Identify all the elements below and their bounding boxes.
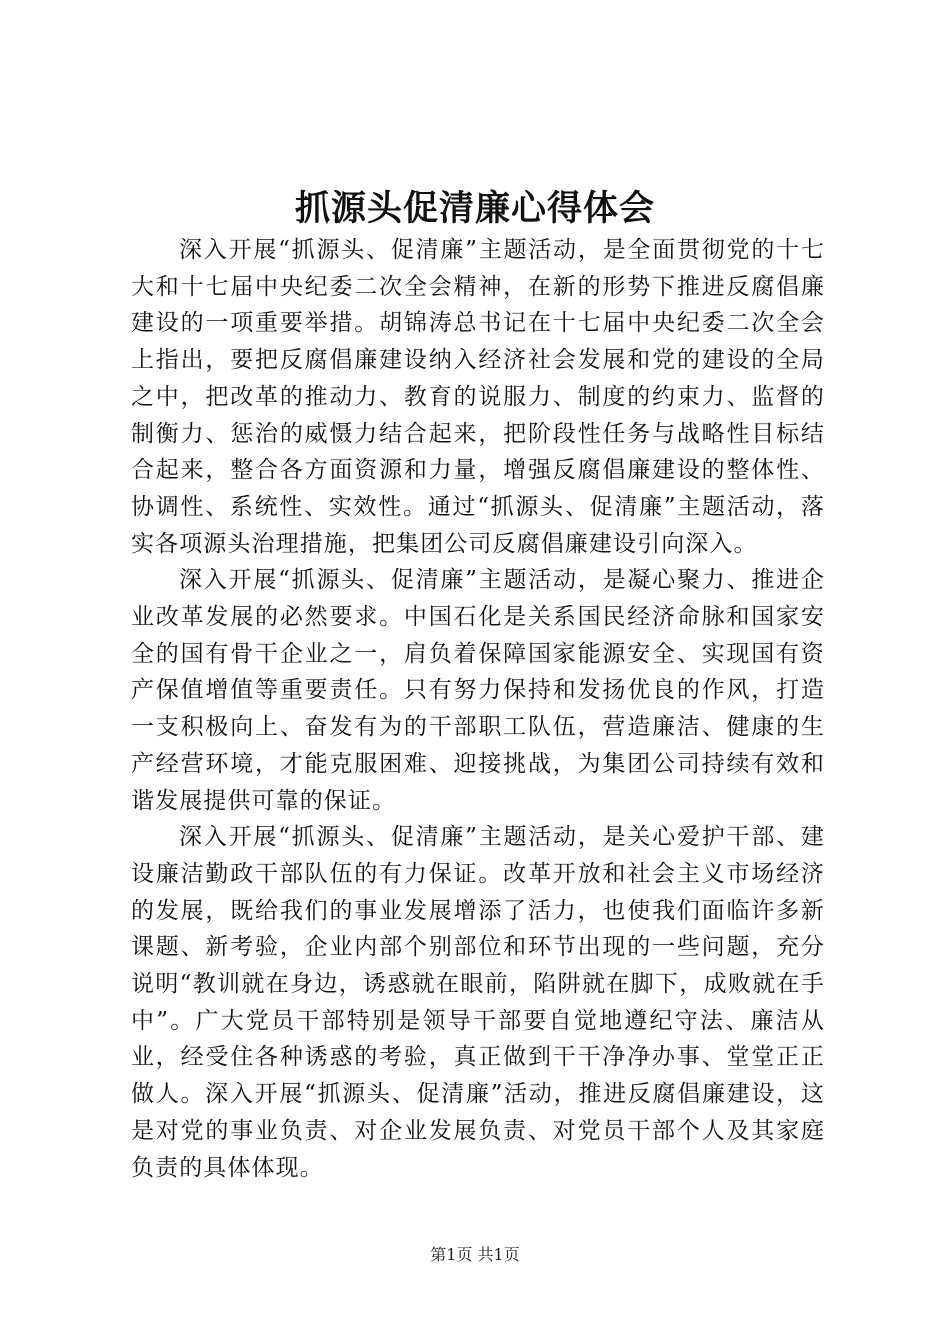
paragraph-2: 深入开展“抓源头、促清廉”主题活动，是凝心聚力、推进企业改革发展的必然要求。中国石化是关系国民经济命脉和国家安全的国有骨干企业之一，肩负着保障国家能源安全、实现国有资产保值增值等重要责任。只有努力保持和发扬优良的作风，打造一支积极向上、奋发有为的干部职工队伍，营造廉洁、健康的生产经营环境，才能克服困难、迎接挑战，为集团公司持续有效和谐发展提供可靠的保证。 <box>131 567 825 814</box>
paragraph-1: 深入开展“抓源头、促清廉”主题活动，是全面贯彻党的十七大和十七届中央纪委二次全会精神，在新的形势下推进反腐倡廉建设的一项重要举措。胡锦涛总书记在十七届中央纪委二次全会上指出，要把反腐倡廉建设纳入经济社会发展和党的建设的全局之中，把改革的推动力、教育的说服力、制度的约束力、监督的制衡力、惩治的威慑力结合起来，把阶段性任务与战略性目标结合起来，整合各方面资源和力量，增强反腐倡廉建设的整体性、协调性、系统性、实效性。通过“抓源头、促清廉”主题活动，落实各项源头治理措施，把集团公司反腐倡廉建设引向深入。 <box>131 237 825 557</box>
document-body <box>131 232 825 1186</box>
page-number-footer: 第1页 共1页 <box>430 1245 520 1264</box>
document-title: 抓源头促清廉心得体会 <box>294 188 655 229</box>
paragraph-3: 深入开展“抓源头、促清廉”主题活动，是关心爱护干部、建设廉洁勤政干部队伍的有力保证。改革开放和社会主义市场经济的发展，既给我们的事业发展增添了活力，也使我们面临许多新课题、新考验，企业内部个别部位和环节出现的一些问题，充分说明“教训就在身边，诱惑就在眼前，陷阱就在脚下，成败就在手中”。广大党员干部特别是领导干部要自觉地遵纪守法、廉洁从业，经受住各种诱惑的考验，真正做到干干净净办事、堂堂正正做人。深入开展“抓源头、促清廉”活动，推进反腐倡廉建设，这是对党的事业负责、对企业发展负责、对党员干部个人及其家庭负责的具体体现。 <box>131 824 825 1181</box>
